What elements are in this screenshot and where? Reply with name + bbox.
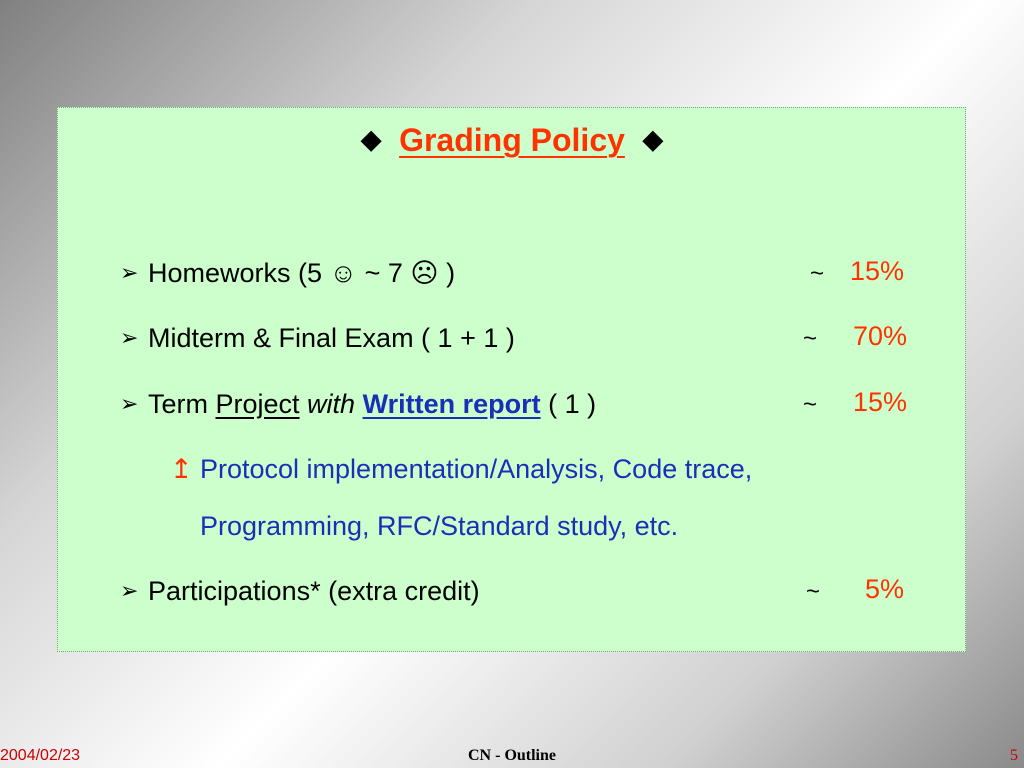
item-text: ~ 7 bbox=[357, 258, 411, 288]
item-text: ) bbox=[438, 258, 456, 288]
frown-icon: ☹ bbox=[410, 258, 439, 288]
percent-value: 15% bbox=[853, 387, 908, 417]
tilde: ~ bbox=[806, 578, 821, 605]
footer-date: 2004/02/23 bbox=[0, 747, 81, 764]
tilde: ~ bbox=[810, 260, 825, 287]
project-text: Project bbox=[215, 389, 300, 419]
page-number: 5 bbox=[1010, 747, 1018, 764]
item-text: Participations* (extra credit) bbox=[148, 576, 480, 606]
item-text: ( 1 ) bbox=[540, 389, 597, 419]
tilde: ~ bbox=[803, 391, 818, 418]
with-text: with bbox=[299, 389, 363, 419]
smile-icon: ☺ bbox=[329, 258, 358, 288]
title-text: Grading Policy bbox=[399, 122, 625, 158]
diamond-bullet-icon: ◆ bbox=[361, 124, 382, 154]
arrow-bullet-icon: ➢ bbox=[120, 578, 139, 603]
percent-value: 5% bbox=[865, 574, 905, 604]
tilde: ~ bbox=[803, 325, 818, 352]
slide-title bbox=[0, 122, 1024, 159]
item-text: Midterm & Final Exam ( 1 + 1 ) bbox=[148, 323, 515, 353]
item-text: Term bbox=[148, 389, 216, 419]
grading-item-homeworks bbox=[120, 253, 455, 293]
grading-item-participation bbox=[120, 571, 480, 611]
grading-item-project bbox=[120, 384, 596, 424]
footer-title: CN - Outline bbox=[468, 747, 556, 764]
arrow-bullet-icon: ➢ bbox=[120, 260, 139, 285]
sub-item bbox=[170, 449, 752, 489]
arrow-bullet-icon: ➢ bbox=[120, 391, 139, 416]
grading-item-exams bbox=[120, 318, 515, 358]
sub-item-line-1: Protocol implementation/Analysis, Code trace, bbox=[200, 454, 753, 484]
diamond-bullet-icon: ◆ bbox=[642, 124, 663, 154]
sub-item-line-2: Programming, RFC/Standard study, etc. bbox=[200, 511, 679, 541]
arrow-bullet-icon: ➢ bbox=[120, 325, 139, 350]
sub-bullet-icon: ↥ bbox=[170, 454, 193, 484]
written-report-text: Written report bbox=[362, 389, 541, 419]
item-text: Homeworks (5 bbox=[148, 258, 330, 288]
percent-value: 70% bbox=[853, 321, 908, 351]
percent-value: 15% bbox=[850, 256, 905, 286]
